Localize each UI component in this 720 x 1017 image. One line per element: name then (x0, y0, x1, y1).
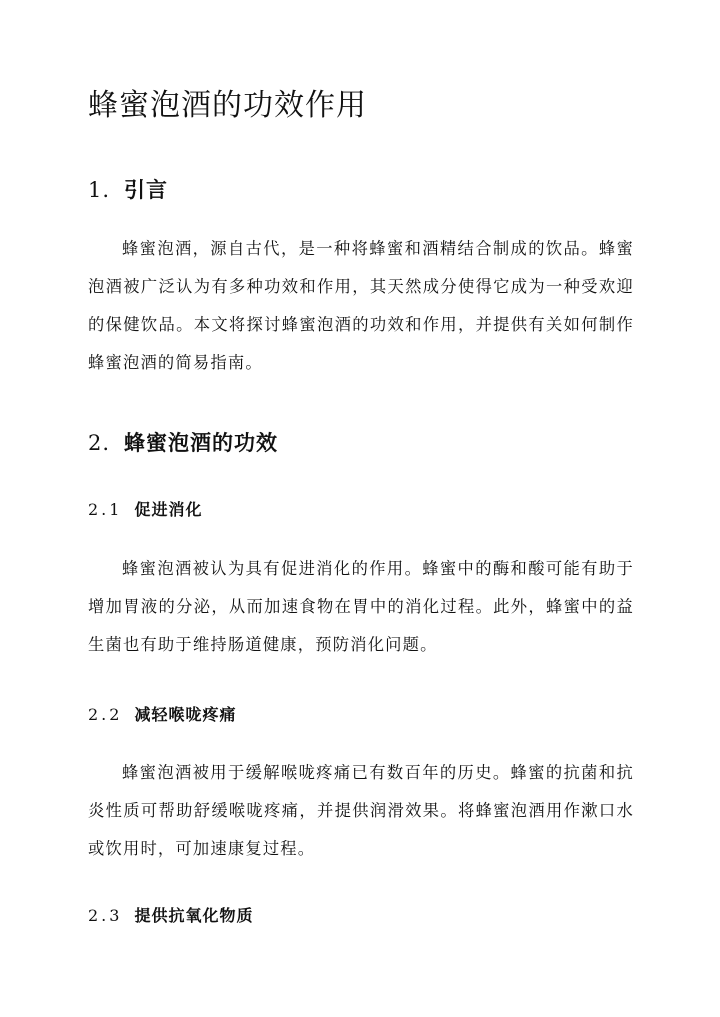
subsection-number: 2.3 (88, 906, 123, 925)
section-heading-effects (88, 428, 278, 458)
document-title: 蜂蜜泡酒的功效作用 (88, 88, 367, 123)
digestion-paragraph: 蜂蜜泡酒被认为具有促进消化的作用。蜂蜜中的酶和酸可能有助于增加胃液的分泌，从而加速食物在胃中的消化过程。此外，蜂蜜中的益生菌也有助于维持肠道健康，预防消化问题。 (88, 559, 634, 654)
intro-paragraph: 蜂蜜泡酒，源自古代，是一种将蜂蜜和酒精结合制成的饮品。蜂蜜泡酒被广泛认为有多种功效和作用，其天然成分使得它成为一种受欢迎的保健饮品。本文将探讨蜂蜜泡酒的功效和作用，并提供有关如何制作蜂蜜泡酒的简易指南。 (88, 239, 634, 372)
subsection-number: 2.2 (88, 705, 123, 724)
section-heading-intro (88, 175, 168, 205)
subsection-title: 减轻喉咙疼痛 (134, 705, 237, 724)
subsection-heading-digestion (88, 498, 202, 522)
subsection-heading-throat (88, 703, 236, 727)
subsection-title: 提供抗氧化物质 (134, 906, 254, 925)
section-title: 引言 (124, 177, 169, 202)
section-number: 2. (88, 431, 111, 455)
subsection-title: 促进消化 (134, 500, 203, 519)
throat-paragraph: 蜂蜜泡酒被用于缓解喉咙疼痛已有数百年的历史。蜂蜜的抗菌和抗炎性质可帮助舒缓喉咙疼痛，并提供润滑效果。将蜂蜜泡酒用作漱口水或饮用时，可加速康复过程。 (88, 763, 634, 858)
section-number: 1. (88, 178, 111, 202)
section-title: 蜂蜜泡酒的功效 (124, 430, 279, 455)
subsection-number: 2.1 (88, 500, 123, 519)
subsection-heading-antioxidants (88, 904, 253, 928)
